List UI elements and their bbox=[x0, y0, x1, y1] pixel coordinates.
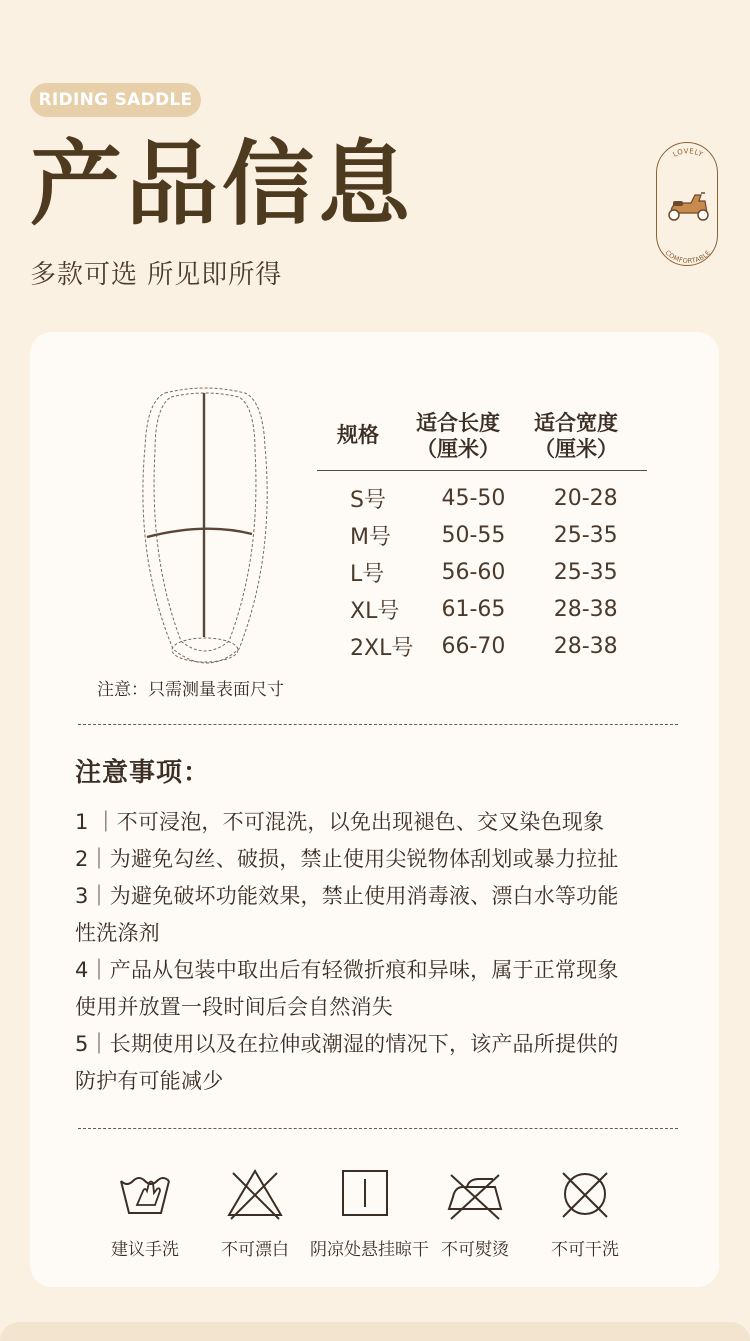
length-cell: 50-55 bbox=[441, 523, 506, 548]
header-length-unit: （厘米） bbox=[416, 437, 500, 461]
dashed-divider bbox=[78, 724, 678, 725]
header-width bbox=[517, 408, 635, 470]
measure-note: 注意：只需测量表面尺寸 bbox=[97, 680, 284, 700]
page-title: 产品信息 bbox=[30, 131, 415, 238]
dashed-divider bbox=[78, 1128, 678, 1129]
care-item bbox=[90, 1167, 200, 1260]
size-cell: L号 bbox=[350, 562, 385, 587]
no-iron-icon bbox=[445, 1167, 505, 1221]
table-row bbox=[317, 554, 647, 591]
header-length-line1: 适合长度 bbox=[416, 411, 500, 435]
no-dry-clean-icon bbox=[557, 1167, 613, 1221]
length-cell: 45-50 bbox=[441, 486, 506, 511]
product-info-card bbox=[30, 332, 719, 1287]
width-cell: 28-38 bbox=[553, 597, 618, 622]
hand-wash-icon bbox=[117, 1167, 173, 1221]
length-cell: 61-65 bbox=[441, 597, 506, 622]
care-instructions bbox=[100, 1167, 660, 1260]
badge-bottom-text: COMFORTABLE bbox=[663, 248, 713, 266]
size-cell: 2XL号 bbox=[350, 636, 414, 661]
width-cell: 25-35 bbox=[553, 560, 618, 585]
width-cell: 20-28 bbox=[553, 486, 618, 511]
line-dry-shade-icon bbox=[337, 1167, 393, 1221]
care-label: 不可干洗 bbox=[551, 1240, 619, 1260]
header-size: 规格 bbox=[337, 423, 379, 447]
notices-title: 注意事项： bbox=[75, 758, 211, 788]
page-subtitle: 多款可选 所见即所得 bbox=[30, 260, 283, 290]
length-cell: 66-70 bbox=[441, 634, 506, 659]
table-row bbox=[317, 480, 647, 517]
svg-text:COMFORTABLE bbox=[664, 249, 713, 265]
care-item bbox=[420, 1167, 530, 1260]
width-cell: 25-35 bbox=[553, 523, 618, 548]
list-item: 3｜为避免破坏功能效果，禁止使用消毒液、漂白水等功能 性洗涤剂 bbox=[75, 884, 619, 945]
list-item: 4｜产品从包装中取出后有轻微折痕和异味，属于正常现象 使用并放置一段时间后会自然消失 bbox=[75, 958, 619, 1019]
saddle-outline-diagram bbox=[125, 387, 285, 669]
bottom-strip bbox=[0, 1322, 750, 1341]
size-cell: S号 bbox=[350, 488, 386, 513]
size-cell: XL号 bbox=[350, 599, 400, 624]
notice-list bbox=[75, 804, 695, 1100]
size-table-header bbox=[317, 408, 647, 471]
care-label: 不可熨烫 bbox=[441, 1240, 509, 1260]
size-table bbox=[317, 408, 647, 665]
care-label: 阴凉处悬挂晾干 bbox=[310, 1240, 429, 1260]
list-item: 2｜为避免勾丝、破损，禁止使用尖锐物体刮划或暴力拉扯 bbox=[75, 847, 619, 871]
care-item bbox=[310, 1167, 429, 1260]
list-item: 1 ｜不可浸泡，不可混洗，以免出现褪色、交叉染色现象 bbox=[75, 810, 605, 834]
header-width-line1: 适合宽度 bbox=[534, 411, 618, 435]
care-item bbox=[200, 1167, 310, 1260]
header-length bbox=[399, 408, 517, 470]
width-measure-line bbox=[147, 529, 252, 537]
badge-top-text: LOVELY bbox=[671, 147, 705, 159]
table-row bbox=[317, 591, 647, 628]
table-row bbox=[317, 628, 647, 665]
lovely-comfortable-badge bbox=[656, 142, 718, 266]
width-cell: 28-38 bbox=[553, 634, 618, 659]
svg-text:LOVELY bbox=[672, 147, 705, 159]
size-cell: M号 bbox=[350, 525, 391, 550]
no-bleach-icon bbox=[227, 1167, 283, 1221]
care-item bbox=[530, 1167, 640, 1260]
table-row bbox=[317, 517, 647, 554]
care-label: 不可漂白 bbox=[221, 1240, 289, 1260]
header-width-unit: （厘米） bbox=[534, 437, 618, 461]
riding-saddle-tag: RIDING SADDLE bbox=[30, 83, 201, 117]
scooter-icon bbox=[669, 193, 708, 220]
length-cell: 56-60 bbox=[441, 560, 506, 585]
care-label: 建议手洗 bbox=[111, 1240, 179, 1260]
list-item: 5｜长期使用以及在拉伸或潮湿的情况下，该产品所提供的 防护有可能减少 bbox=[75, 1032, 619, 1093]
